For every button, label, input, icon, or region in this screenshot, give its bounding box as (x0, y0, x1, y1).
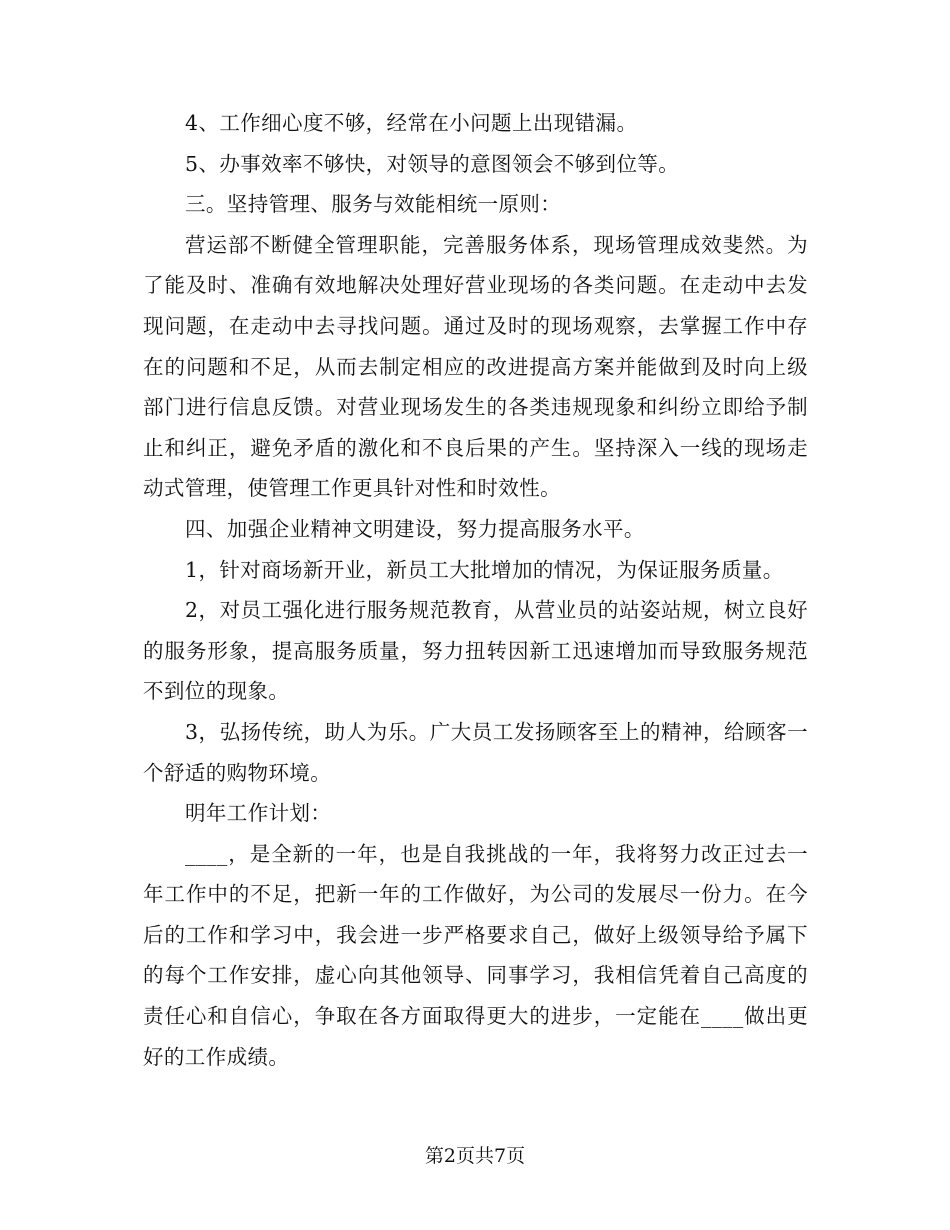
section-heading-4: 四、加强企业精神文明建设，努力提高服务水平。 (185, 516, 645, 541)
paragraph-point-1: 1，针对商场新开业，新员工大批增加的情况，为保证服务质量。 (185, 557, 784, 582)
paragraph-point-2: 2，对员工强化进行服务规范教育，从营业员的站姿站规，树立良好的服务形象，提高服务质量，努力扭转因新工迅速增加而导致服务规范不到位的现象。 (143, 598, 808, 704)
page-number-footer: 第2页共7页 (424, 1145, 526, 1167)
paragraph-plan: ____，是全新的一年，也是自我挑战的一年，我将努力改正过去一年工作中的不足，把新一年的工作做好，为公司的发展尽一份力。在今后的工作和学习中，我会进一步严格要求自己，做好上级领导给予属下的每个工作安排，虚心向其他领导、同事学习，我相信凭着自己高度的责任心和自信心，争取在各方面取得更大的进步，一定能在____做出更好的工作成绩。 (143, 841, 808, 1069)
section-heading-plan: 明年工作计划： (185, 801, 332, 826)
paragraph-item-5: 5、办事效率不够快，对领导的意图领会不够到位等。 (185, 151, 680, 176)
document-body (143, 103, 808, 1077)
paragraph-point-3: 3，弘扬传统，助人为乐。广大员工发扬顾客至上的精神，给顾客一个舒适的购物环境。 (143, 719, 808, 785)
paragraph-operations: 营运部不断健全管理职能，完善服务体系，现场管理成效斐然。为了能及时、准确有效地解决处理好营业现场的各类问题。在走动中去发现问题，在走动中去寻找问题。通过及时的现场观察，去掌握工作中存在的问题和不足，从而去制定相应的改进提高方案并能做到及时向上级部门进行信息反馈。对营业现场发生的各类违规现象和纠纷立即给予制止和纠正，避免矛盾的激化和不良后果的产生。坚持深入一线的现场走动式管理，使管理工作更具针对性和时效性。 (143, 232, 808, 501)
paragraph-item-4: 4、工作细心度不够，经常在小问题上出现错漏。 (185, 111, 638, 135)
section-heading-3: 三。坚持管理、服务与效能相统一原则： (185, 192, 562, 217)
